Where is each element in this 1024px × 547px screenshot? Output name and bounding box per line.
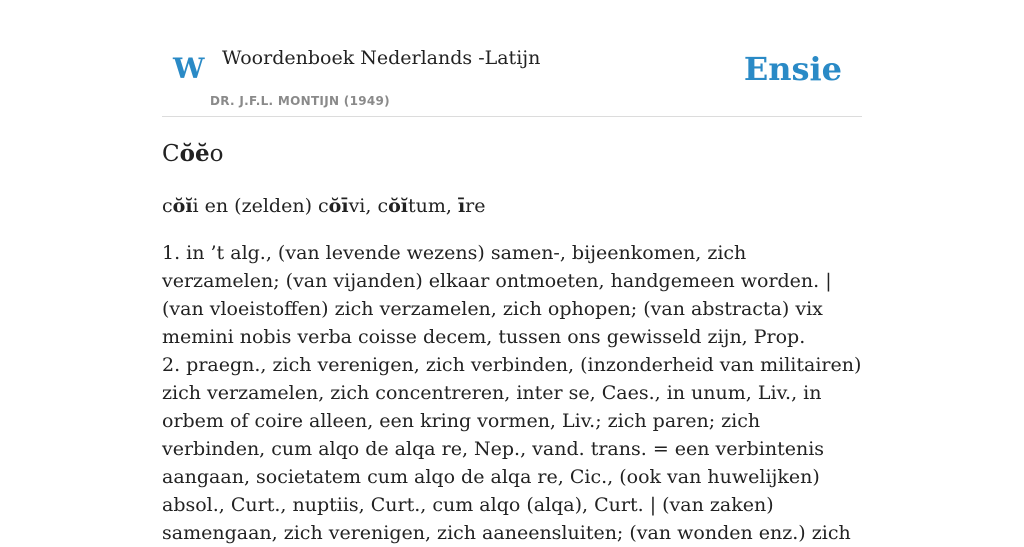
entry-title-part: o — [209, 141, 224, 167]
forms-part: vi, c — [348, 195, 389, 217]
sense-1: 1. in ’t alg., (van levende wezens) samen-, bijeenkomen, zich verzamelen; (van vijanden) elkaar ontmoeten, handgemeen worden. | (van vloeistoffen) zich verzamelen, zich ophopen; (van abstracta) vix memini nobis verba coisse decem, tussen ons gewisseld zijn, Prop. — [162, 242, 832, 348]
entry-title — [162, 139, 223, 169]
entry-definition — [162, 239, 862, 547]
book-title[interactable]: Woordenboek Nederlands -Latijn — [222, 47, 541, 69]
entry-title-part: C — [162, 141, 180, 167]
forms-part: i en (zelden) c — [192, 195, 329, 217]
book-author: DR. J.F.L. MONTIJN (1949) — [210, 94, 390, 108]
forms-part: c — [162, 195, 173, 217]
entry-principal-parts — [162, 192, 486, 220]
sense-2: 2. praegn., zich verenigen, zich verbinden, (inzonderheid van militairen) zich verzamelen, zich concentreren, inter se, Caes., in unum, Liv., in orbem of coire alleen, een kring vormen, Liv.; zich paren; zich verbinden, cum alqo de alqa re, Nep., vand. trans. = een verbintenis aangaan, societatem cum alqo de alqa re, Cic., (ook van huwelijken) absol., Curt., nuptiis, Curt., cum alqo (alqa), Curt. | (van zaken) samengaan, zich verenigen, zich aaneensluiten; (van wonden enz.) zich — [162, 354, 862, 544]
entry-title-part: ŏĕ — [179, 140, 210, 167]
forms-part: ŏī — [328, 195, 349, 217]
forms-part: ī — [457, 195, 466, 217]
book-logo-icon[interactable]: W — [173, 52, 205, 85]
forms-part: tum, — [407, 195, 458, 217]
ensie-logo-link[interactable]: Ensie — [743, 50, 842, 88]
forms-part: re — [465, 195, 486, 217]
header — [162, 0, 862, 117]
forms-part: ŏĭ — [388, 195, 408, 217]
forms-part: ŏĭ — [172, 195, 193, 217]
